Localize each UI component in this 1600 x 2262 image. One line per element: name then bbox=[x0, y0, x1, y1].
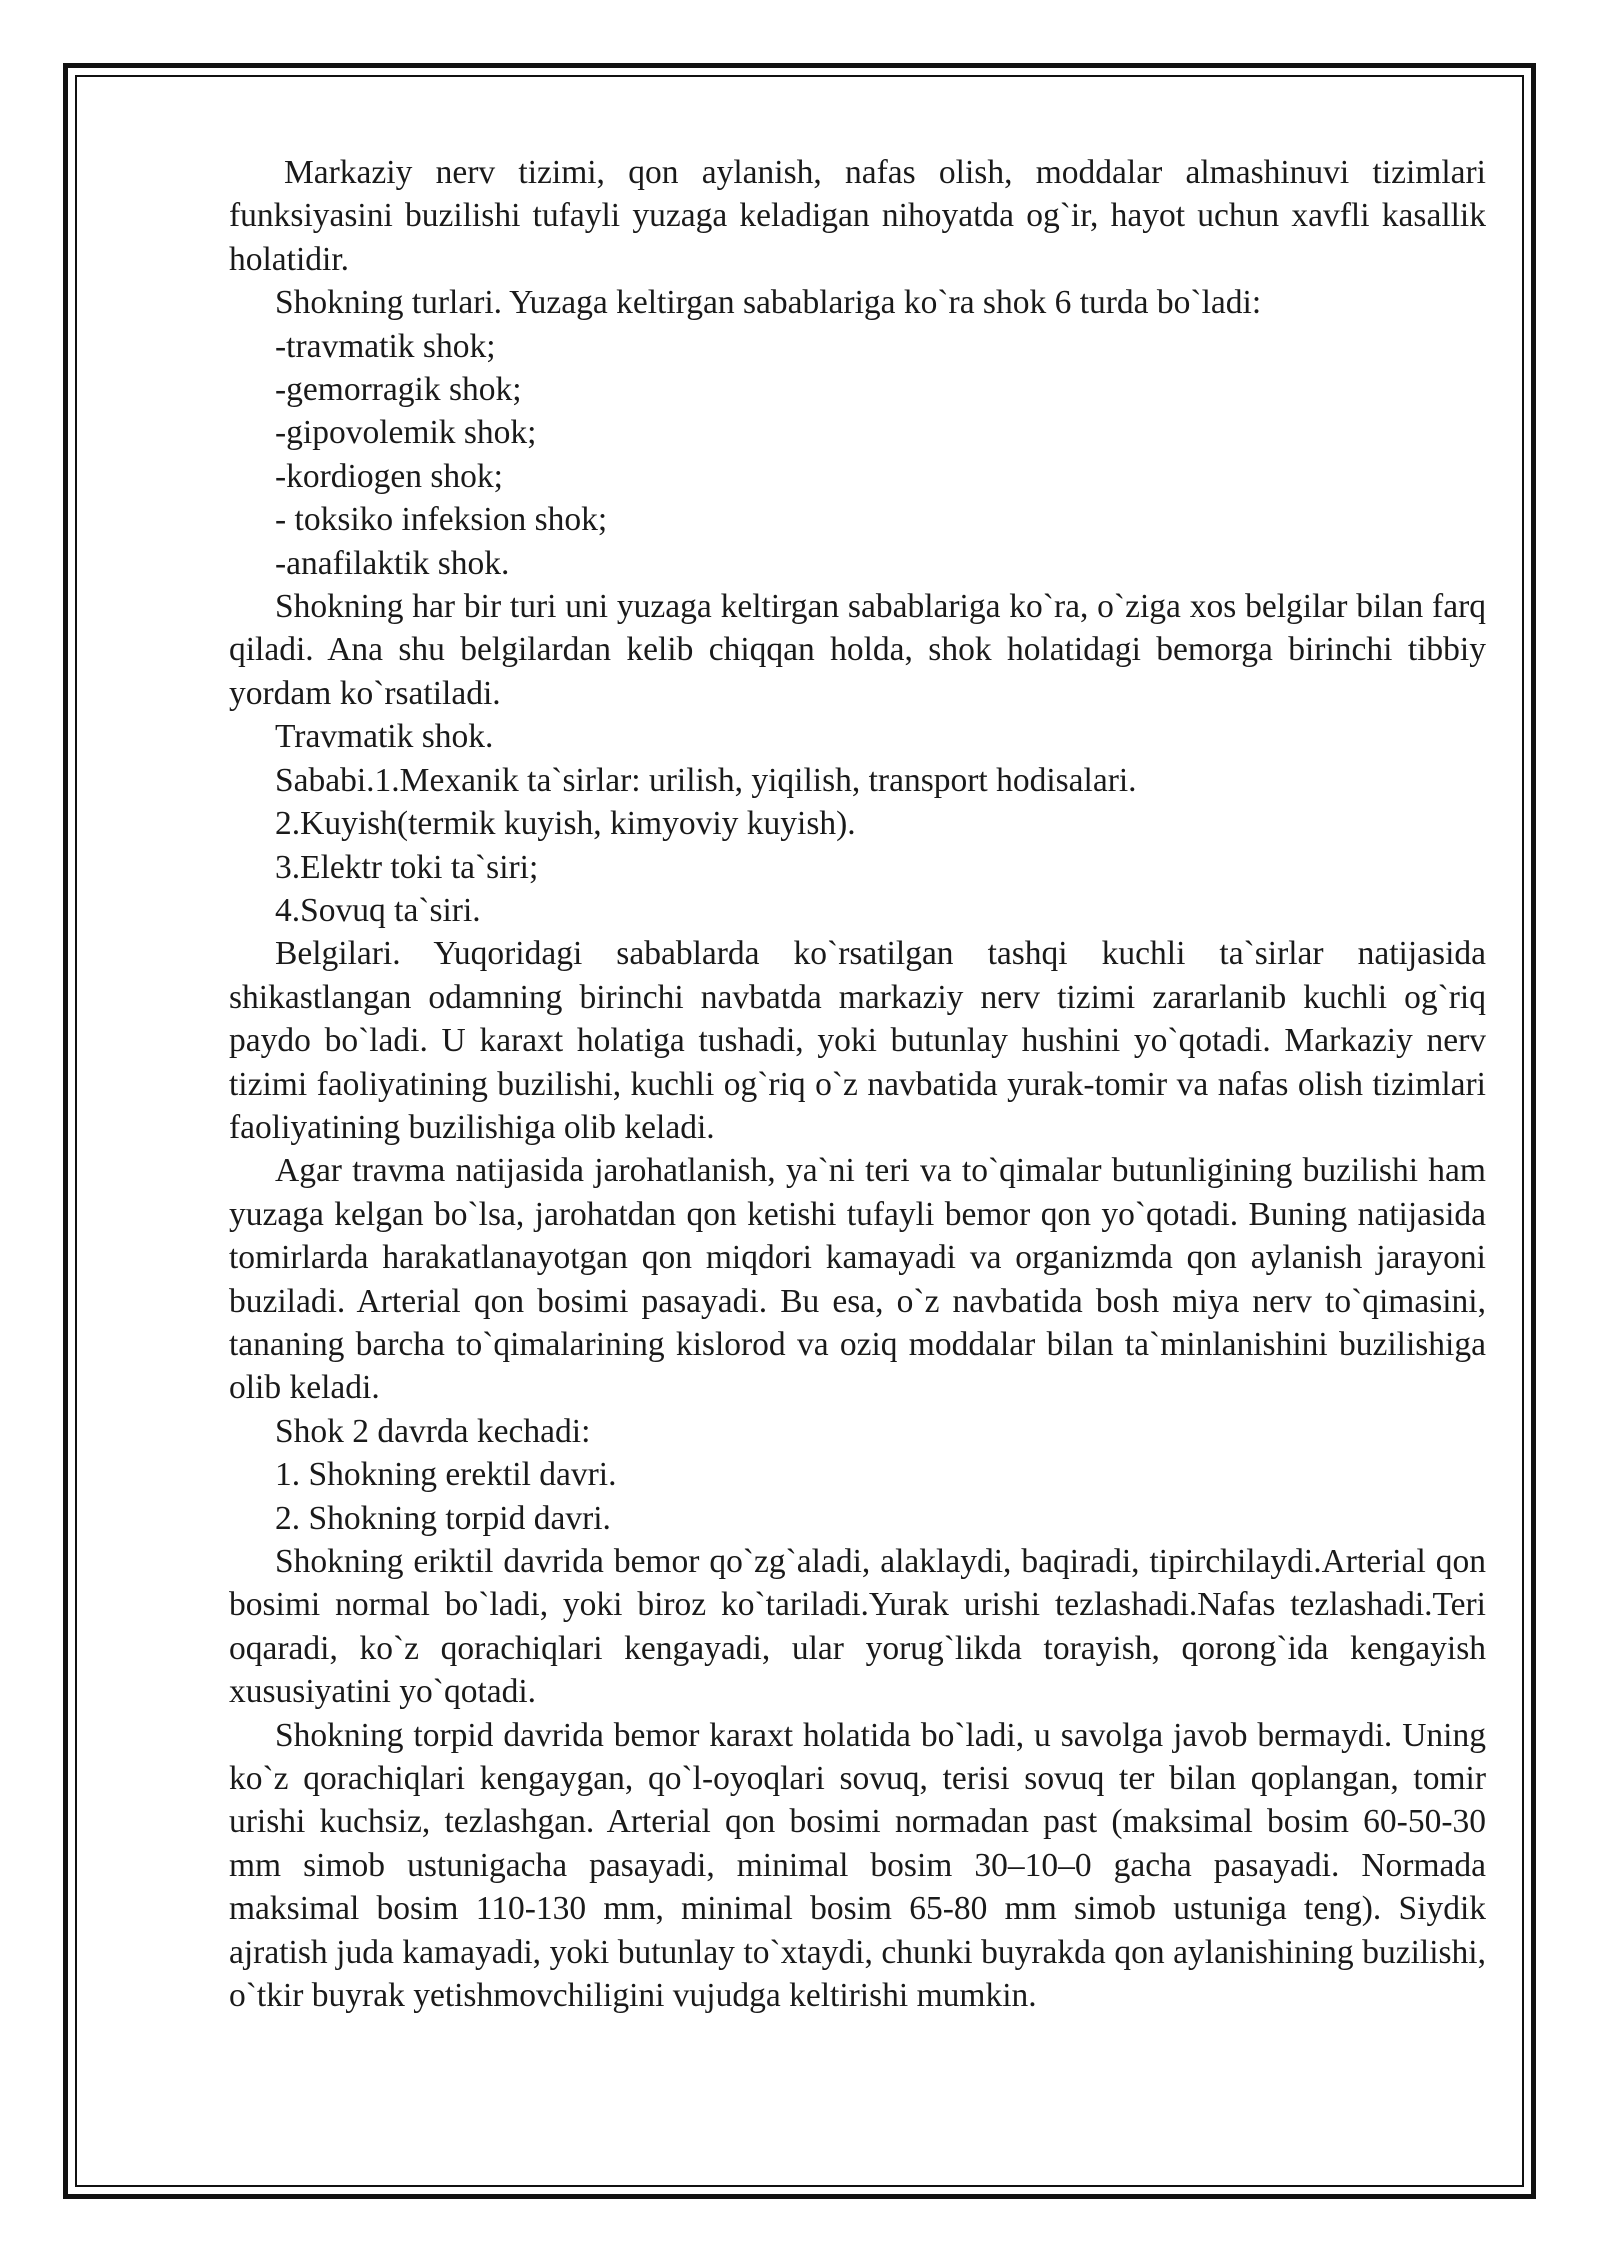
intro-paragraph: Markaziy nerv tizimi, qon aylanish, nafas olish, moddalar almashinuvi tizimlari funksiyasini buzilishi tufayli yuzaga keladigan nihoyatda og`ir, hayot uchun xavfli kasallik holatidir. bbox=[229, 154, 1486, 278]
cause-item: 4.Sovuq ta`siri. bbox=[275, 891, 481, 929]
body-paragraph: Shokning eriktil davrida bemor qo`zg`aladi, alaklaydi, baqiradi, tipirchilaydi.Arterial qon bosimi normal bo`ladi, yoki biroz ko`tariladi.Yurak urishi tezlashadi.Nafas tezlashadi.Teri oqaradi, ko`z qorachiqlari kengayadi, ular yorug`likda torayish, qorong`ida kengayish xususiyatini yo`qotadi. bbox=[229, 1543, 1486, 1711]
list-item: -travmatik shok; bbox=[275, 327, 496, 365]
phases-heading: Shok 2 davrda kechadi: bbox=[275, 1412, 591, 1450]
list-item: -kordiogen shok; bbox=[275, 457, 503, 495]
document-body bbox=[229, 151, 1486, 2017]
list-item: - toksiko infeksion shok; bbox=[275, 501, 608, 539]
phase-item: 2. Shokning torpid davri. bbox=[275, 1499, 611, 1537]
body-paragraph: Agar travma natijasida jarohatlanish, ya`ni teri va to`qimalar butunligining buzilishi ham yuzaga kelgan bo`lsa, jarohatdan qon ketishi tufayli bemor qon yo`qotadi. Buning natijasida tomirlarda harakatlanayotgan qon miqdori kamayadi va organizmda qon aylanish jarayoni buziladi. Arterial qon bosimi pasayadi. Bu esa, o`z navbatida bosh miya nerv to`qimasini, tananing barcha to`qimalarining kislorod va oziq moddalar bilan ta`minlanishini buzilishiga olib keladi. bbox=[229, 1152, 1486, 1407]
cause-item: 3.Elektr toki ta`siri; bbox=[275, 848, 539, 886]
body-paragraph: Shokning torpid davrida bemor karaxt holatida bo`ladi, u savolga javob bermaydi. Uning ko`z qorachiqlari kengaygan, qo`l-oyoqlari sovuq, terisi sovuq ter bilan qoplangan, tomir urishi kuchsiz, tezlashgan. Arterial qon bosimi normadan past (maksimal bosim 60-50-30 mm simob ustunigacha pasayadi, minimal bosim 30–10–0 gacha pasayadi. Normada maksimal bosim 110-130 mm, minimal bosim 65-80 mm simob ustuniga teng). Siydik ajratish juda kamayadi, yoki butunlay to`xtaydi, chunki buyrakda qon aylanishining buzilishi, o`tkir buyrak yetishmovchiligini vujudga keltirishi mumkin. bbox=[229, 1716, 1486, 2015]
phase-item: 1. Shokning erektil davri. bbox=[275, 1456, 617, 1494]
list-item: -gemorragik shok; bbox=[275, 371, 522, 409]
shock-types-heading: Shokning turlari. Yuzaga keltirgan sabablariga ko`ra shok 6 turda bo`ladi: bbox=[275, 284, 1262, 322]
cause-item: Sababi.1.Mexanik ta`sirlar: urilish, yiqilish, transport hodisalari. bbox=[275, 761, 1137, 799]
list-item: -gipovolemik shok; bbox=[275, 414, 537, 452]
section-heading: Travmatik shok. bbox=[275, 718, 494, 756]
cause-item: 2.Kuyish(termik kuyish, kimyoviy kuyish). bbox=[275, 805, 856, 843]
body-paragraph: Belgilari. Yuqoridagi sabablarda ko`rsatilgan tashqi kuchli ta`sirlar natijasida shikastlangan odamning birinchi navbatda markaziy nerv tizimi zararlanib kuchli og`riq paydo bo`ladi. U karaxt holatiga tushadi, yoki butunlay hushini yo`qotadi. Markaziy nerv tizimi faoliyatining buzilishi, kuchli og`riq o`z navbatida yurak-tomir va nafas olish tizimlari faoliyatining buzilishiga olib keladi. bbox=[229, 935, 1486, 1146]
body-paragraph: Shokning har bir turi uni yuzaga keltirgan sabablariga ko`ra, o`ziga xos belgilar bilan farq qiladi. Ana shu belgilardan kelib chiqqan holda, shok holatidagi bemorga birinchi tibbiy yordam ko`rsatiladi. bbox=[229, 588, 1486, 712]
list-item: -anafilaktik shok. bbox=[275, 544, 510, 582]
